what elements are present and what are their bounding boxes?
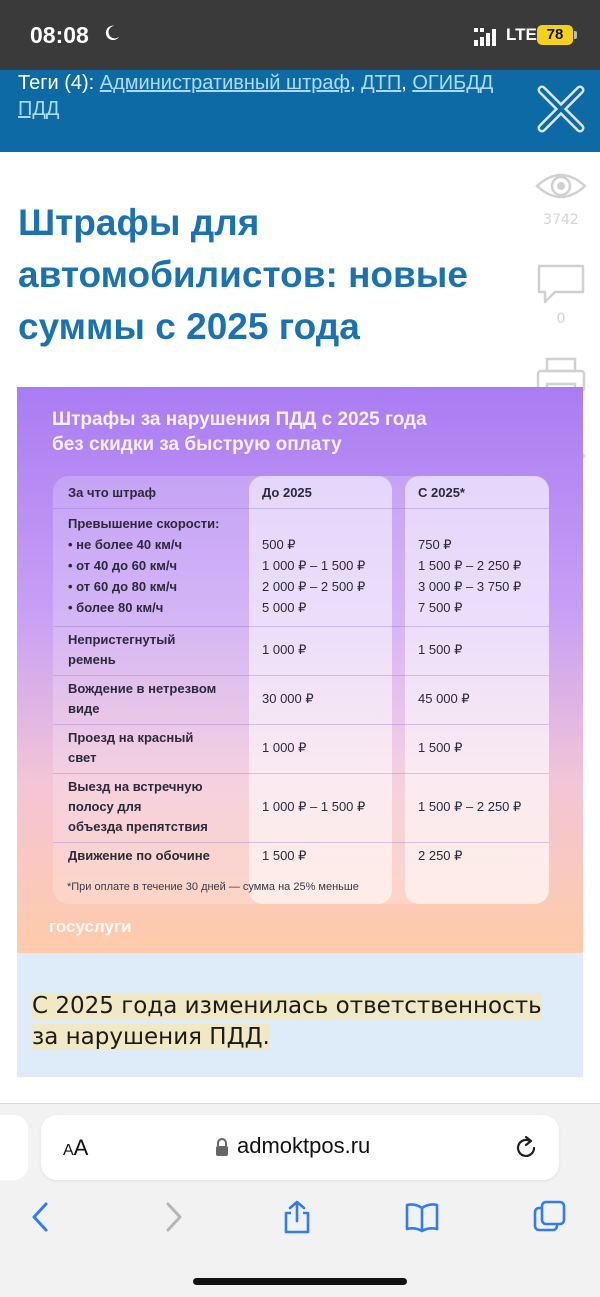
close-icon[interactable]	[536, 84, 586, 134]
table-divider	[53, 508, 549, 509]
row-before: 1 000 ₽	[262, 740, 307, 755]
row-label: Движение по обочине	[68, 848, 210, 863]
table-divider	[53, 724, 549, 725]
aa-small: A	[63, 1142, 74, 1159]
infographic-title	[52, 407, 552, 457]
infographic-title-line2: без скидки за быструю оплату	[52, 434, 342, 455]
comment-icon[interactable]	[533, 262, 589, 306]
row-label: ремень	[68, 652, 116, 667]
forward-icon[interactable]	[154, 1199, 190, 1235]
speeding-row-label: • от 40 до 60 км/ч	[68, 558, 177, 573]
reload-icon[interactable]	[513, 1135, 539, 1161]
moon-icon	[103, 24, 121, 42]
header-violation: За что штраф	[68, 485, 157, 500]
highlight-box	[17, 953, 583, 1077]
article-title: Штрафы для автомобилистов: новые суммы с 2025 года	[18, 202, 468, 347]
aa-big: A	[73, 1135, 89, 1160]
row-before: 1 000 ₽	[262, 642, 307, 657]
home-indicator	[193, 1278, 407, 1285]
speeding-row-label: • не более 40 км/ч	[68, 537, 183, 552]
table-divider	[53, 626, 549, 627]
back-icon[interactable]	[24, 1199, 60, 1235]
row-after: 1 500 ₽	[418, 740, 463, 755]
previous-tab-peek[interactable]	[0, 1115, 28, 1180]
address-bar[interactable]	[41, 1115, 559, 1180]
eye-icon[interactable]	[533, 168, 589, 204]
tags-line: Теги (4): Административный штраф, ДТП, ОГИБДД ПДД	[18, 72, 494, 120]
speeding-row-label: • от 60 до 80 км/ч	[68, 579, 177, 594]
speeding-label: Превышение скорости:	[68, 516, 220, 531]
row-label: Выезд на встречную	[68, 779, 203, 794]
views-count: 3742	[543, 212, 579, 228]
speeding-row-before: 5 000 ₽	[262, 600, 307, 615]
row-label: Вождение в нетрезвом	[68, 681, 217, 696]
battery-tip	[574, 31, 577, 39]
tags-prefix: Теги (4):	[18, 72, 100, 94]
status-bar	[0, 0, 600, 70]
speeding-row-after: 1 500 ₽ – 2 250 ₽	[418, 558, 522, 573]
table-divider	[53, 773, 549, 774]
row-label: Проезд на красный	[68, 730, 194, 745]
infographic-title-line1: Штрафы за нарушения ПДД с 2025 года	[52, 409, 427, 430]
tabs-icon[interactable]	[532, 1199, 568, 1235]
speeding-row-after: 7 500 ₽	[418, 600, 463, 615]
tag-link-dtp[interactable]: ДТП	[361, 72, 402, 94]
row-after: 45 000 ₽	[418, 691, 470, 706]
lock-icon	[215, 1137, 229, 1157]
fines-infographic	[17, 387, 583, 953]
tag-link-fine[interactable]: Административный штраф	[99, 72, 350, 94]
row-before: 30 000 ₽	[262, 691, 314, 706]
tag-link-pdd[interactable]: ПДД	[18, 98, 60, 120]
table-divider	[53, 842, 549, 843]
row-label: свет	[68, 750, 97, 765]
url-text[interactable]: admoktpos.ru	[237, 1133, 371, 1158]
row-label: полосу для	[68, 799, 142, 814]
reader-settings-button[interactable]	[63, 1135, 88, 1161]
row-after: 2 250 ₽	[418, 848, 463, 863]
comments-count: 0	[556, 311, 566, 327]
header-before: До 2025	[262, 485, 312, 500]
header-after: С 2025*	[418, 485, 465, 500]
gosuslugi-logo: госуслуги	[49, 917, 132, 936]
share-sheet-icon[interactable]	[279, 1199, 315, 1235]
highlight-text	[32, 991, 572, 1053]
tag-link-ogibdd[interactable]: ОГИБДД	[412, 72, 494, 94]
speeding-row-after: 750 ₽	[418, 537, 452, 552]
status-time: 08:08	[30, 22, 89, 48]
row-before: 1 000 ₽ – 1 500 ₽	[262, 799, 366, 814]
highlight-text-span: С 2025 года изменилась ответственность за нарушения ПДД.	[32, 993, 542, 1050]
speeding-row-after: 3 000 ₽ – 3 750 ₽	[418, 579, 522, 594]
table-divider	[53, 675, 549, 676]
speeding-row-before: 500 ₽	[262, 537, 296, 552]
row-after: 1 500 ₽	[418, 642, 463, 657]
bookmarks-icon[interactable]	[404, 1199, 440, 1235]
speeding-row-before: 1 000 ₽ – 1 500 ₽	[262, 558, 366, 573]
row-label: виде	[68, 701, 100, 716]
signal-icon	[474, 28, 500, 46]
row-label: Непристегнутый	[68, 632, 176, 647]
speeding-row-before: 2 000 ₽ – 2 500 ₽	[262, 579, 366, 594]
row-after: 1 500 ₽ – 2 250 ₽	[418, 799, 522, 814]
network-type: LTE	[506, 25, 537, 44]
battery-icon: 78	[537, 25, 573, 45]
footnote: *При оплате в течение 30 дней — сумма на 25% меньше	[67, 881, 359, 893]
row-before: 1 500 ₽	[262, 848, 307, 863]
row-label: объезда препятствия	[68, 819, 208, 834]
speeding-row-label: • более 80 км/ч	[68, 600, 164, 615]
